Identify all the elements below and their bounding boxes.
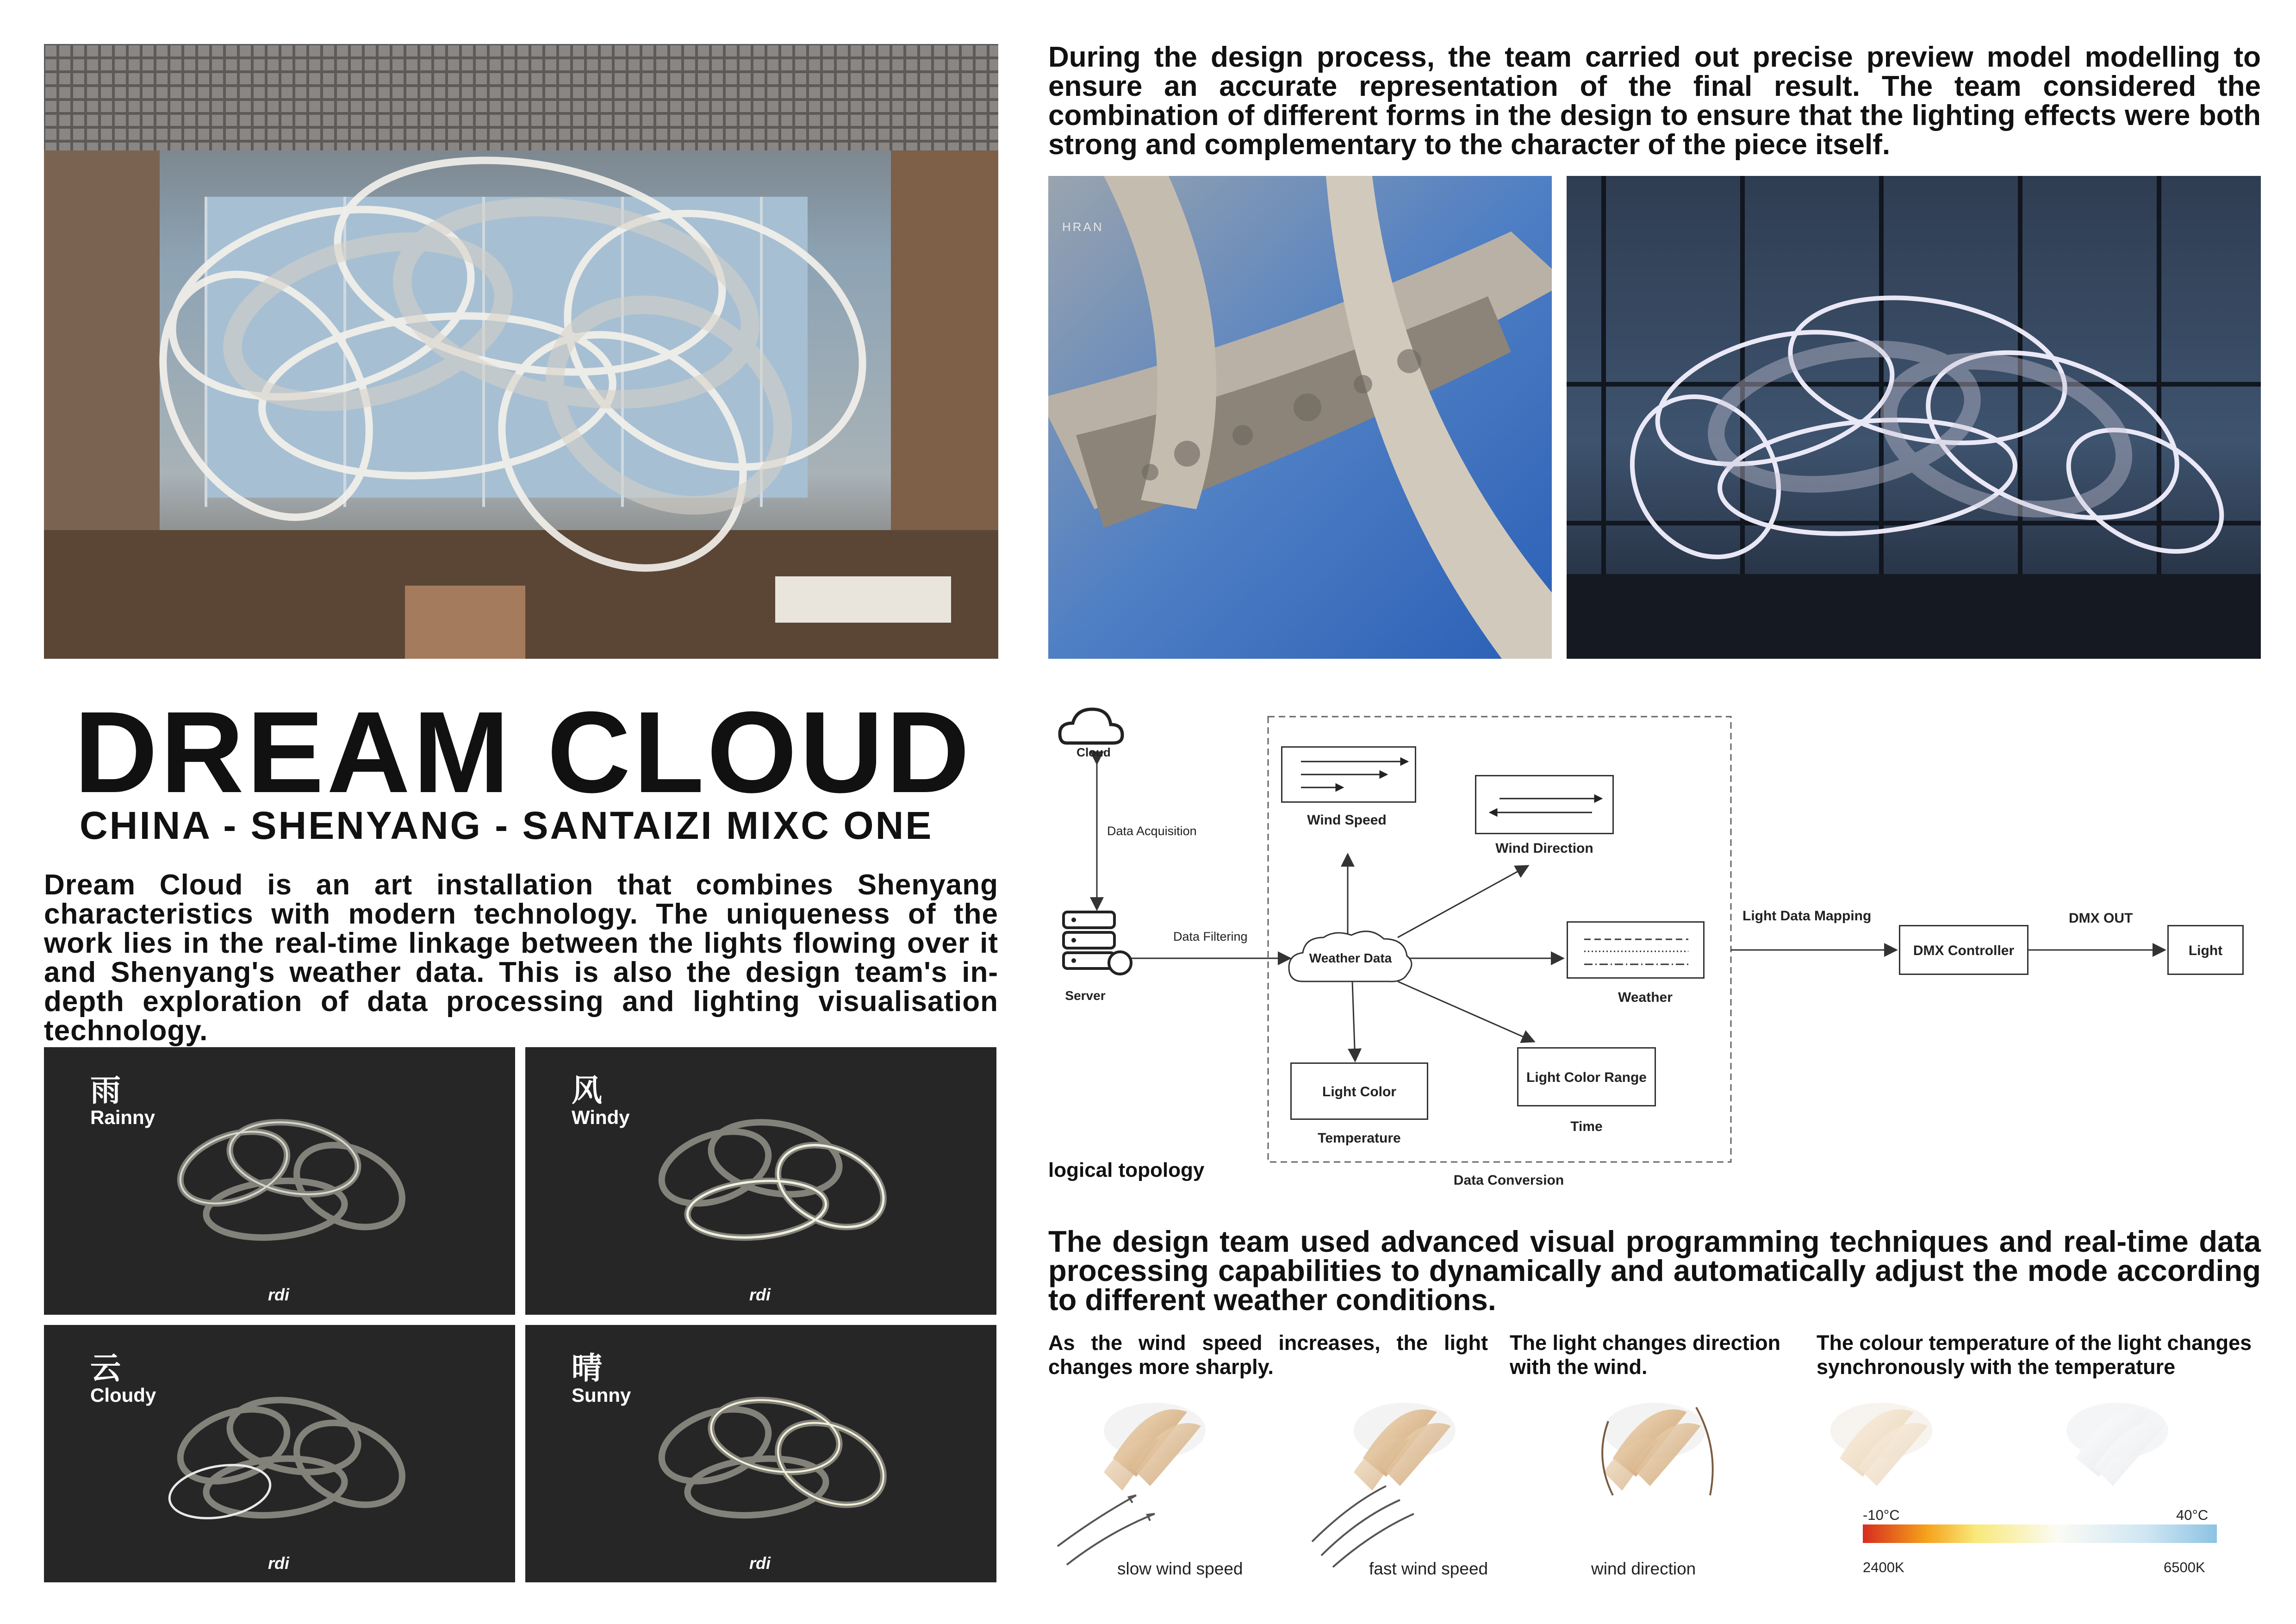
wind-speed-caption: As the wind speed increases, the light changes more sharply. [1048, 1331, 1488, 1379]
sculpture-render-icon [609, 1353, 933, 1556]
wind-direction-caption: The light changes direction with the wind. [1510, 1331, 1781, 1379]
temperature-label: Temperature [1318, 1131, 1401, 1146]
wind-direction-text-label: wind direction [1591, 1559, 1696, 1578]
rdi-logo: rdi [268, 1554, 290, 1573]
wind-speed-box [1281, 746, 1416, 803]
server-label: Server [1065, 988, 1106, 1003]
night-view-photo [1567, 176, 2261, 659]
page-subtitle: CHINA - SHENYANG - SANTAIZI MIXC ONE [80, 804, 933, 847]
weather-label: Weather [1618, 990, 1673, 1005]
sculpture-render-icon [127, 1353, 451, 1556]
data-conversion-label: Data Conversion [1453, 1173, 1564, 1188]
light-color-box [1290, 1062, 1428, 1120]
panel-chinese-label: 风 [572, 1073, 602, 1108]
cloud-icon [1060, 709, 1122, 743]
max-temperature-label: 40°C [2176, 1507, 2209, 1523]
fast-wind-sculpture-icon [1354, 1403, 1456, 1491]
wind-speed-label: Wind Speed [1307, 812, 1387, 828]
weather-data-label: Weather Data [1309, 951, 1392, 965]
slow-wind-label: slow wind speed [1117, 1559, 1243, 1578]
panel-english-label: Sunny [572, 1384, 631, 1406]
fast-wind-label: fast wind speed [1369, 1559, 1488, 1578]
weather-box [1567, 921, 1705, 979]
min-temperature-label: -10°C [1863, 1507, 1900, 1523]
wind-direction-label: Wind Direction [1495, 841, 1593, 856]
weather-panel-sunny [525, 1325, 996, 1582]
photo-watermark: HRAN [1062, 220, 1104, 234]
wind-direction-box [1475, 775, 1614, 834]
weather-panel-cloudy [44, 1325, 515, 1582]
time-label: Time [1570, 1119, 1603, 1134]
rdi-logo: rdi [749, 1285, 771, 1304]
weather-panel-rainy [44, 1047, 515, 1315]
weather-panel-windy [525, 1047, 996, 1315]
panel-english-label: Windy [572, 1106, 630, 1128]
intro-paragraph: Dream Cloud is an art installation that combines Shenyang characteristics with modern technology. The uniqueness of the work lies in the real-time linkage between the lights flowing over it and Shenyang's weather data. This is also the design team's in-depth exploration of data processing and lighting visualisation technology. [44, 869, 998, 1047]
cool-light-sculpture-icon [2066, 1403, 2168, 1486]
installation-atrium-photo [44, 44, 998, 659]
data-filtering-label: Data Filtering [1173, 930, 1248, 943]
detail-closeup-photo [1048, 176, 1552, 659]
page-title: DREAM CLOUD [74, 687, 972, 817]
design-process-text: During the design process, the team carried out precise preview model modelling to ensure an accurate representation of the final result. The team considered the combination of different forms in the design to ensure that the lighting effects were both strong and complementary to the character of the piece itself. [1048, 41, 2261, 161]
panel-chinese-label: 云 [90, 1350, 121, 1386]
colour-temperature-caption: The colour temperature of the light changes synchronously with the temperature [1817, 1331, 2252, 1379]
max-kelvin-label: 6500K [2164, 1559, 2205, 1575]
light-label: Light [2188, 943, 2223, 958]
rdi-logo: rdi [749, 1554, 771, 1573]
dmx-controller-label: DMX Controller [1913, 943, 2015, 958]
sculpture-render-icon [609, 1075, 933, 1279]
sculpture-render-icon [127, 1075, 451, 1279]
data-acquisition-label: Data Acquisition [1107, 824, 1197, 838]
panel-chinese-label: 晴 [572, 1350, 602, 1386]
lighting-behaviour-illustrations [1048, 1380, 2261, 1579]
light-data-mapping-label: Light Data Mapping [1742, 908, 1872, 924]
dmx-controller-box [1899, 925, 2028, 975]
diagram-caption: logical topology [1048, 1159, 1205, 1181]
panel-english-label: Rainny [90, 1106, 156, 1128]
panel-chinese-label: 雨 [90, 1073, 121, 1108]
logical-topology-diagram [1046, 685, 2268, 1204]
light-color-range-box [1517, 1047, 1656, 1106]
cloud-label: Cloud [1076, 745, 1111, 759]
colour-temperature-bar [1863, 1524, 2217, 1543]
light-color-range-label: Light Color Range [1526, 1070, 1647, 1085]
panel-english-label: Cloudy [90, 1384, 156, 1406]
dmx-out-label: DMX OUT [2069, 911, 2133, 926]
wind-direction-sculpture-icon [1604, 1403, 1705, 1491]
rdi-logo: rdi [268, 1285, 290, 1304]
light-box [2167, 925, 2244, 975]
visual-programming-text: The design team used advanced visual programming techniques and real-time data processing capabilities to dynamically and automatically adjust the mode according to different weather conditions. [1048, 1224, 2261, 1317]
min-kelvin-label: 2400K [1863, 1559, 1904, 1575]
light-color-label: Light Color [1322, 1084, 1396, 1099]
slow-wind-sculpture-icon [1104, 1403, 1206, 1491]
warm-light-sculpture-icon [1830, 1403, 1932, 1486]
